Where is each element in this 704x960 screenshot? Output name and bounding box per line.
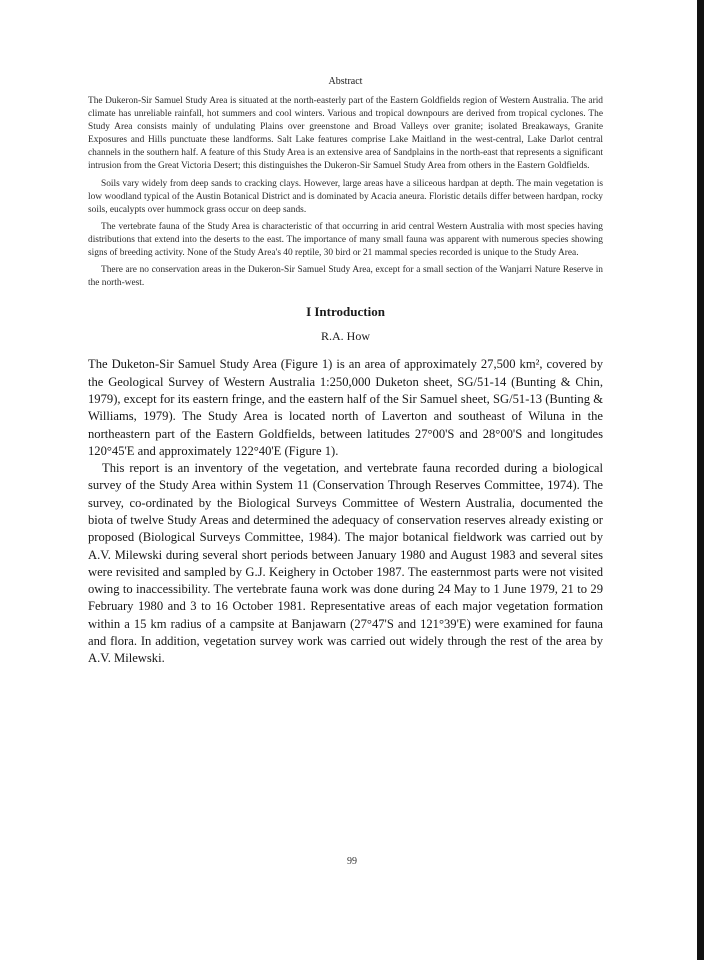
body-paragraph: The Duketon-Sir Samuel Study Area (Figure 1) is an area of approximately 27,500 km², covered by the Geological Survey of Western Australia 1:250,000 Duketon sheet, SG/51-14 (Bunting & Chin, 1979), except for its eastern fringe, and the eastern half of the Sir Samuel sheet, SG/51-13 (Bunting & Williams, 1979). The Study Area is located north of Laverton and southeast of Wiluna in the northeastern part of the Eastern Goldfields, between latitudes 27°00'S and 28°00'S and longitudes 120°45'E and approximately 122°40'E (Figure 1). <box>88 357 603 458</box>
abstract-paragraph: The Dukeron-Sir Samuel Study Area is situated at the north-easterly part of the Eastern Goldfields region of Western Australia. The arid climate has unreliable rainfall, hot summers and cool winters. Various and tropical downpours are derived from tropical cyclones. The Study Area consists mainly of undulating Plains over greenstone and Broad Valleys over granite; isolated Breakaways, Granite Exposures and Hills punctuate these landforms. Salt Lake features comprise Lake Maitland in the west-central, Lake Darlot central channels in the southern half. A feature of this Study Area is an extensive area of Sandplains in the north-east that represents a significant intrusion from the Great Victoria Desert; this distinguishes the Dukeron-Sir Samuel Study Area from others in the Eastern Goldfields. <box>88 96 603 172</box>
section-heading: I Introduction <box>306 304 385 320</box>
page-number: 99 <box>347 856 357 867</box>
abstract-paragraph: There are no conservation areas in the Dukeron-Sir Samuel Study Area, except for a small section of the Wanjarri Nature Reserve in the north-west. <box>88 265 603 289</box>
abstract-heading: Abstract <box>328 76 363 87</box>
author-name: R.A. How <box>320 329 370 344</box>
body-paragraph: This report is an inventory of the vegetation, and vertebrate fauna recorded during a biological survey of the Study Area within System 11 (Conservation Through Reserves Committee, 1974). The survey, co-ordinated by the Biological Surveys Committee of Western Australia, documented the biota of twelve Study Areas and determined the adequacy of conservation reserves already existing or proposed (Biological Surveys Committee, 1984). The major botanical fieldwork was carried out by A.V. Milewski during several short periods between January 1980 and August 1983 and several sites were revisited and sampled by G.J. Keighery in October 1987. The easternmost parts were not visited owing to inaccessibility. The vertebrate fauna work was done during 24 May to 1 June 1979, 21 to 29 February 1980 and 3 to 16 October 1981. Representative areas of each major vegetation formation within a 15 km radius of a campsite at Banjawarn (27°47'S and 121°39'E) were examined for fauna and flora. In addition, vegetation survey work was carried out widely through the rest of the area by A.V. Milewski. <box>88 461 603 666</box>
scan-edge <box>697 0 704 960</box>
abstract-paragraph: The vertebrate fauna of the Study Area is characteristic of that occurring in arid central Western Australia with most species having distributions that extend into the deserts to the east. The importance of many small fauna was apparent with numerous species showing signs of breeding activity. None of the Study Area's 40 reptile, 30 bird or 21 mammal species recorded is unique to the Study Area. <box>88 221 603 259</box>
abstract-paragraph: Soils vary widely from deep sands to cracking clays. However, large areas have a siliceous hardpan at depth. The main vegetation is low woodland typical of the Austin Botanical District and is dominated by Acacia aneura. Floristic details differ between hardpan, rocky soils, eucalypts over hummock grass occur on deep sands. <box>88 178 603 215</box>
page-body <box>88 76 603 668</box>
